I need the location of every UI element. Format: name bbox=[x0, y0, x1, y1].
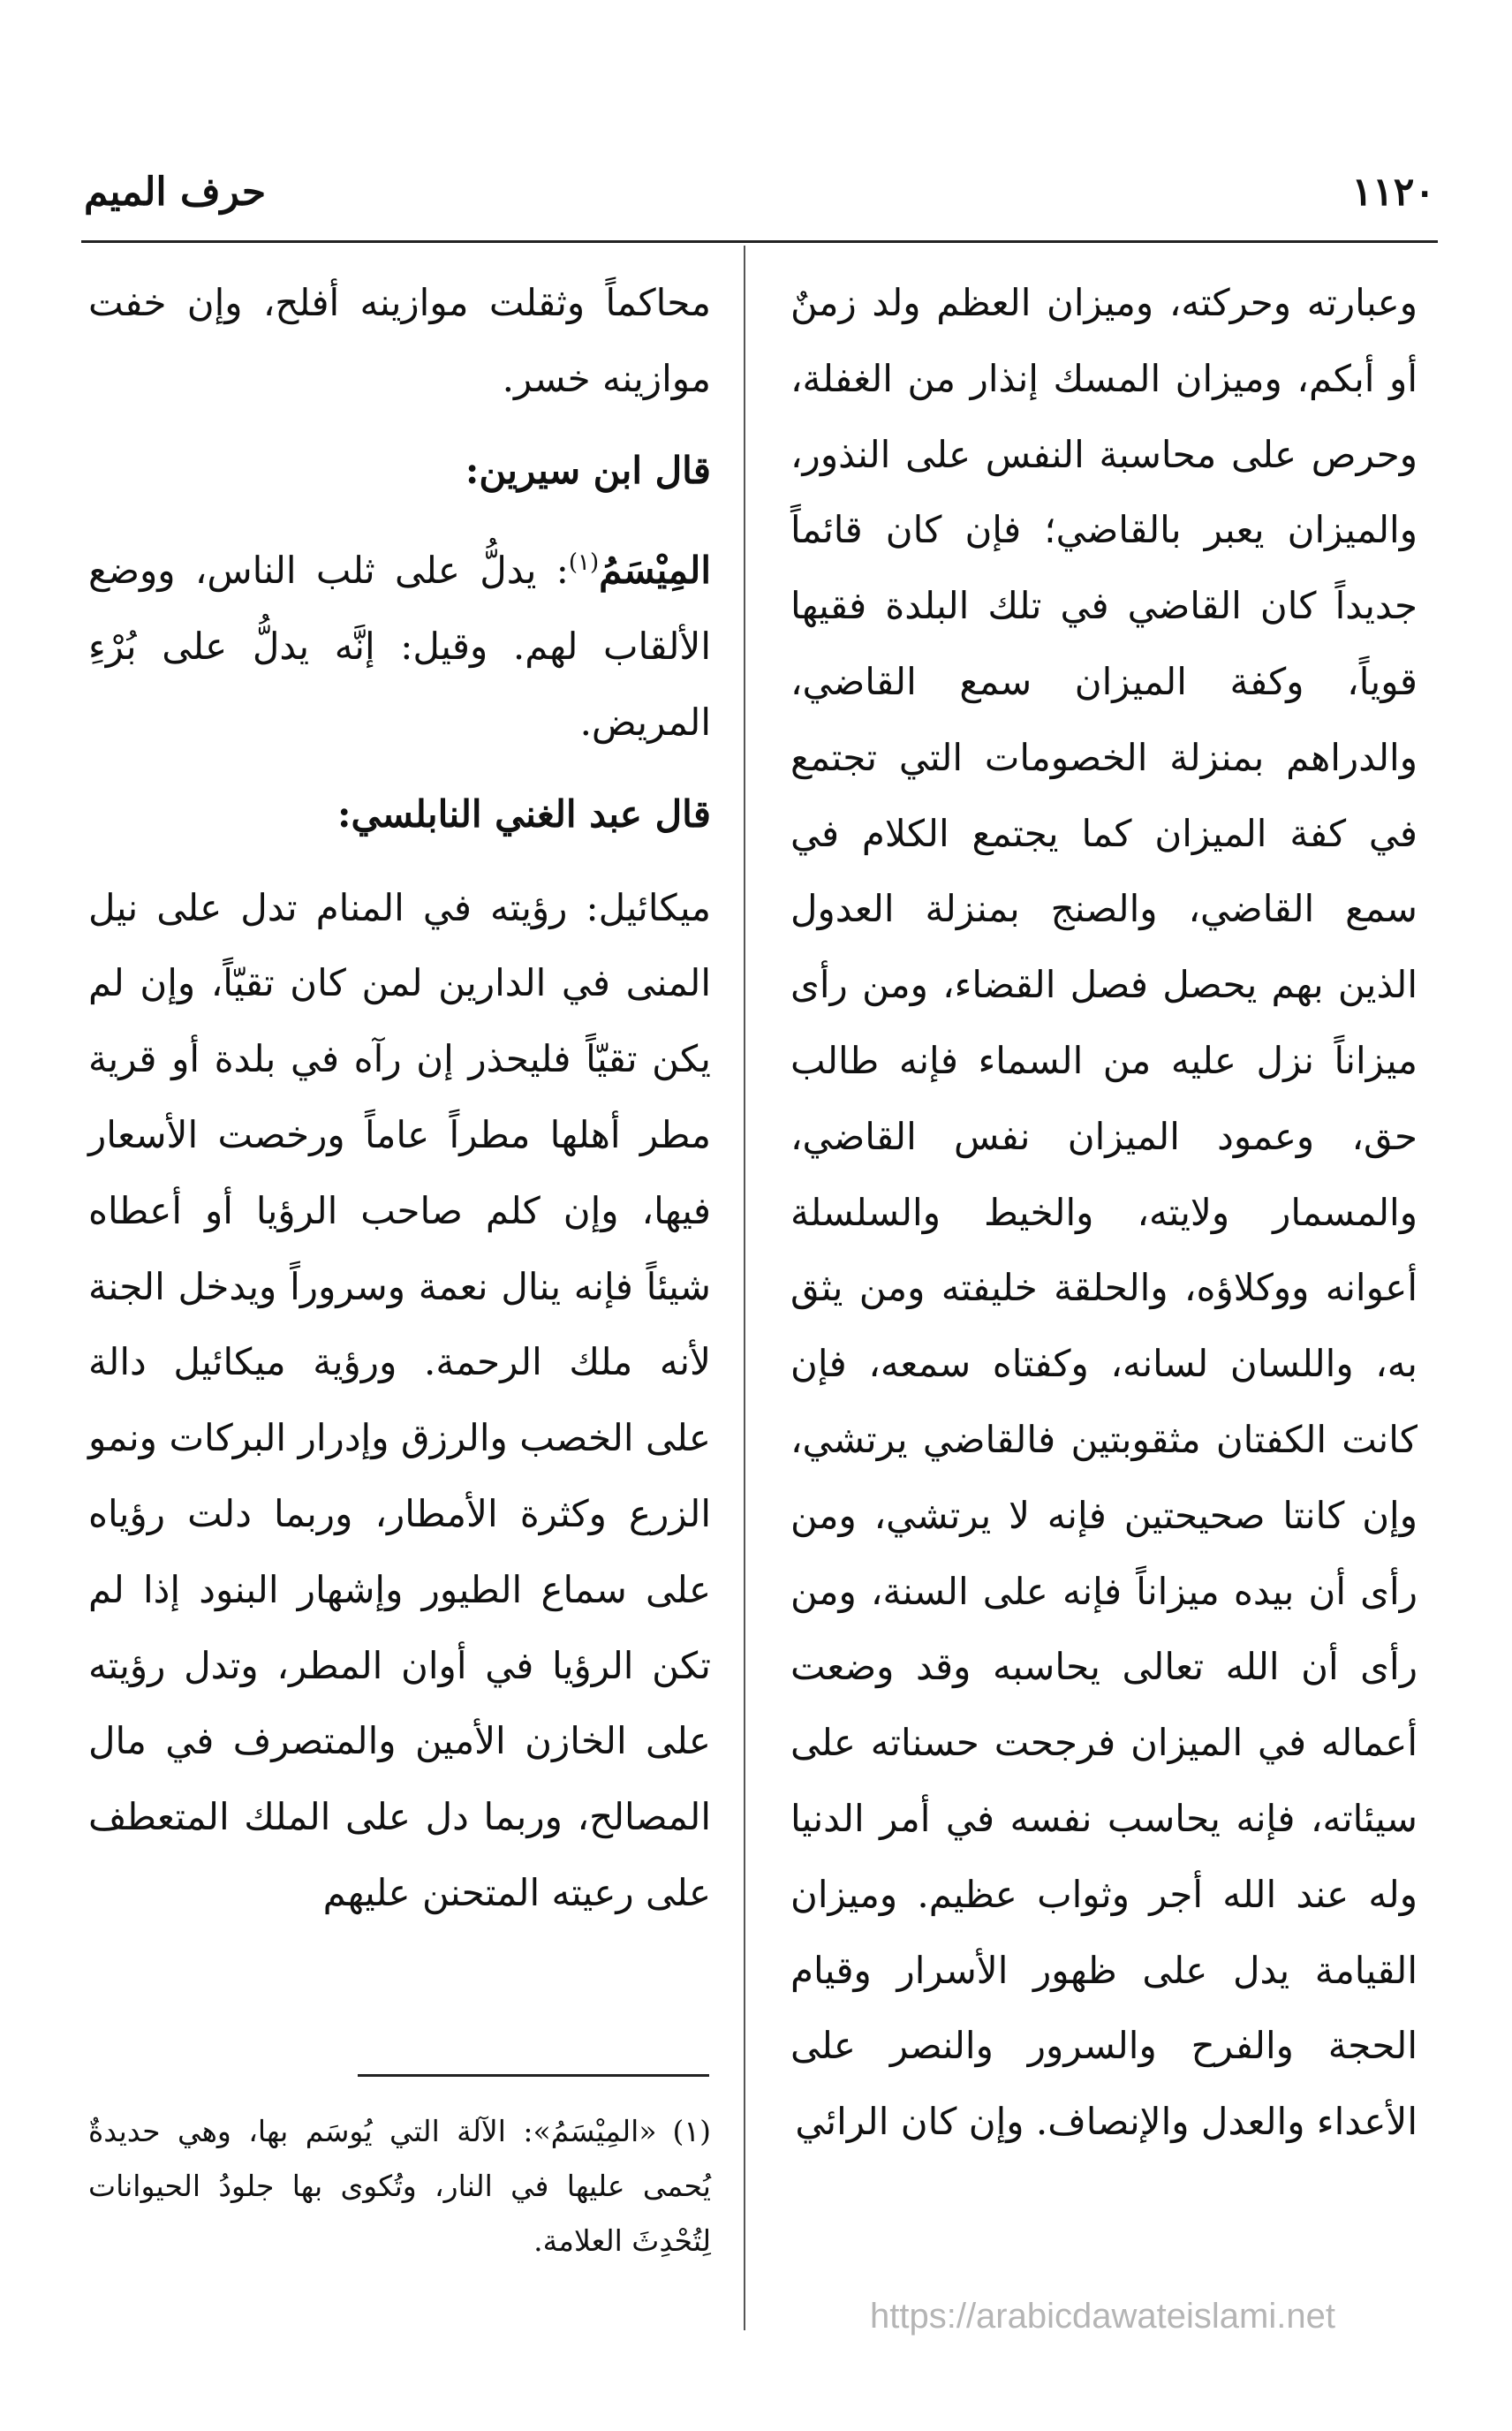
footnote-ref: (١) bbox=[568, 549, 600, 577]
term-misam: المِيْسَمُ bbox=[599, 549, 711, 593]
footnote-marker: (١) bbox=[672, 2114, 711, 2148]
column-divider bbox=[744, 246, 745, 2330]
heading-ibn-sirin: قال ابن سيرين: bbox=[465, 448, 711, 492]
right-column-text: وعبارته وحركته، وميزان العظم ولد زمنٌ أو أبكم، وميزان المسك إنذار من الغفلة، وحرص على محاسبة النفس على النذور، والميزان يعبر بالقاضي؛ فإن كان قائماً جديداً كان القاضي في تلك البلدة فقيها قوياً، وكفة الميزان سمع القاضي، والدراهم بمنزلة الخصومات التي تجتمع في كفة الميزان كما يجتمع الكلام في سمع القاضي، والصنج بمنزلة العدول الذين بهم يحصل فصل القضاء، ومن رأى ميزاناً نزل عليه من السماء فإنه طالب حق، وعمود الميزان نفس القاضي، والمسمار ولايته، والخيط والسلسلة أعوانه ووكلاؤه، والحلقة خليفته ومن يثق به، واللسان لسانه، وكفتاه سمعه، فإن كانت الكفتان مثقوبتين فالقاضي يرتشي، وإن كانتا صحيحتين فإنه لا يرتشي، ومن رأى أن بيده ميزاناً فإنه على السنة، ومن رأى أن الله تعالى يحاسبه وقد وضعت أعماله في الميزان فرجحت حسناته على سيئاته، فإنه يحاسب نفسه في أمر الدنيا وله عند الله أجر وثواب عظيم. وميزان القيامة يدل على ظهور الأسرار وقيام الحجة والفرح والسرور والنصر على الأعداء والعدل والإنصاف. وإن كان الرائي bbox=[790, 281, 1418, 2144]
page-header bbox=[84, 170, 1435, 215]
paragraph-3: ميكائيل: رؤيته في المنام تدل على نيل المنى في الدارين لمن كان تقيّاً، وإن لم يكن تقيّاً فليحذر إن رآه في بلدة أو قرية مطر أهلها مطراً عاماً ورخصت الأسعار فيها، وإن كلم صاحب الرؤيا أو أعطاه شيئاً فإنه ينال نعمة وسروراً ويدخل الجنة لأنه ملك الرحمة. ورؤية ميكائيل دالة على الخصب والرزق وإدرار البركات ونمو الزرع وكثرة الأمطار، وربما دلت رؤياه على سماع الطيور وإشهار البنود إذا لم تكن الرؤيا في أوان المطر، وتدل رؤيته على الخازن الأمين والمتصرف في مال المصالح، وربما دل على الملك المتعطف على رعيته المتحنن عليهم bbox=[88, 885, 711, 1914]
watermark-url: https://arabicdawateislami.net bbox=[870, 2297, 1335, 2336]
footnote-text: «المِيْسَمُ»: الآلة التي يُوسَم بها، وهي حديدةٌ يُحمى عليها في النار، وتُكوى بها جلودُ الحيوانات لِتُحْدِثَ العلامة. bbox=[88, 2114, 711, 2258]
left-column bbox=[88, 265, 711, 1931]
heading-nabulsi: قال عبد الغني النابلسي: bbox=[337, 791, 711, 836]
section-title: حرف الميم bbox=[84, 170, 267, 215]
paragraph-1: محاكماً وثقلت موازينه أفلح، وإن خفت موازينه خسر. bbox=[88, 281, 711, 400]
paragraph-2-text: : يدلُّ على ثلب الناس، ووضع الألقاب لهم. وقيل: إنَّه يدلُّ على بُرْءِ المريض. bbox=[88, 549, 711, 744]
right-column bbox=[790, 265, 1418, 2160]
footnote-rule bbox=[358, 2074, 709, 2077]
page-number: ١١٢٠ bbox=[1351, 170, 1435, 215]
paragraph-2 bbox=[88, 526, 711, 760]
header-rule bbox=[81, 240, 1438, 243]
footnote bbox=[88, 2104, 711, 2268]
